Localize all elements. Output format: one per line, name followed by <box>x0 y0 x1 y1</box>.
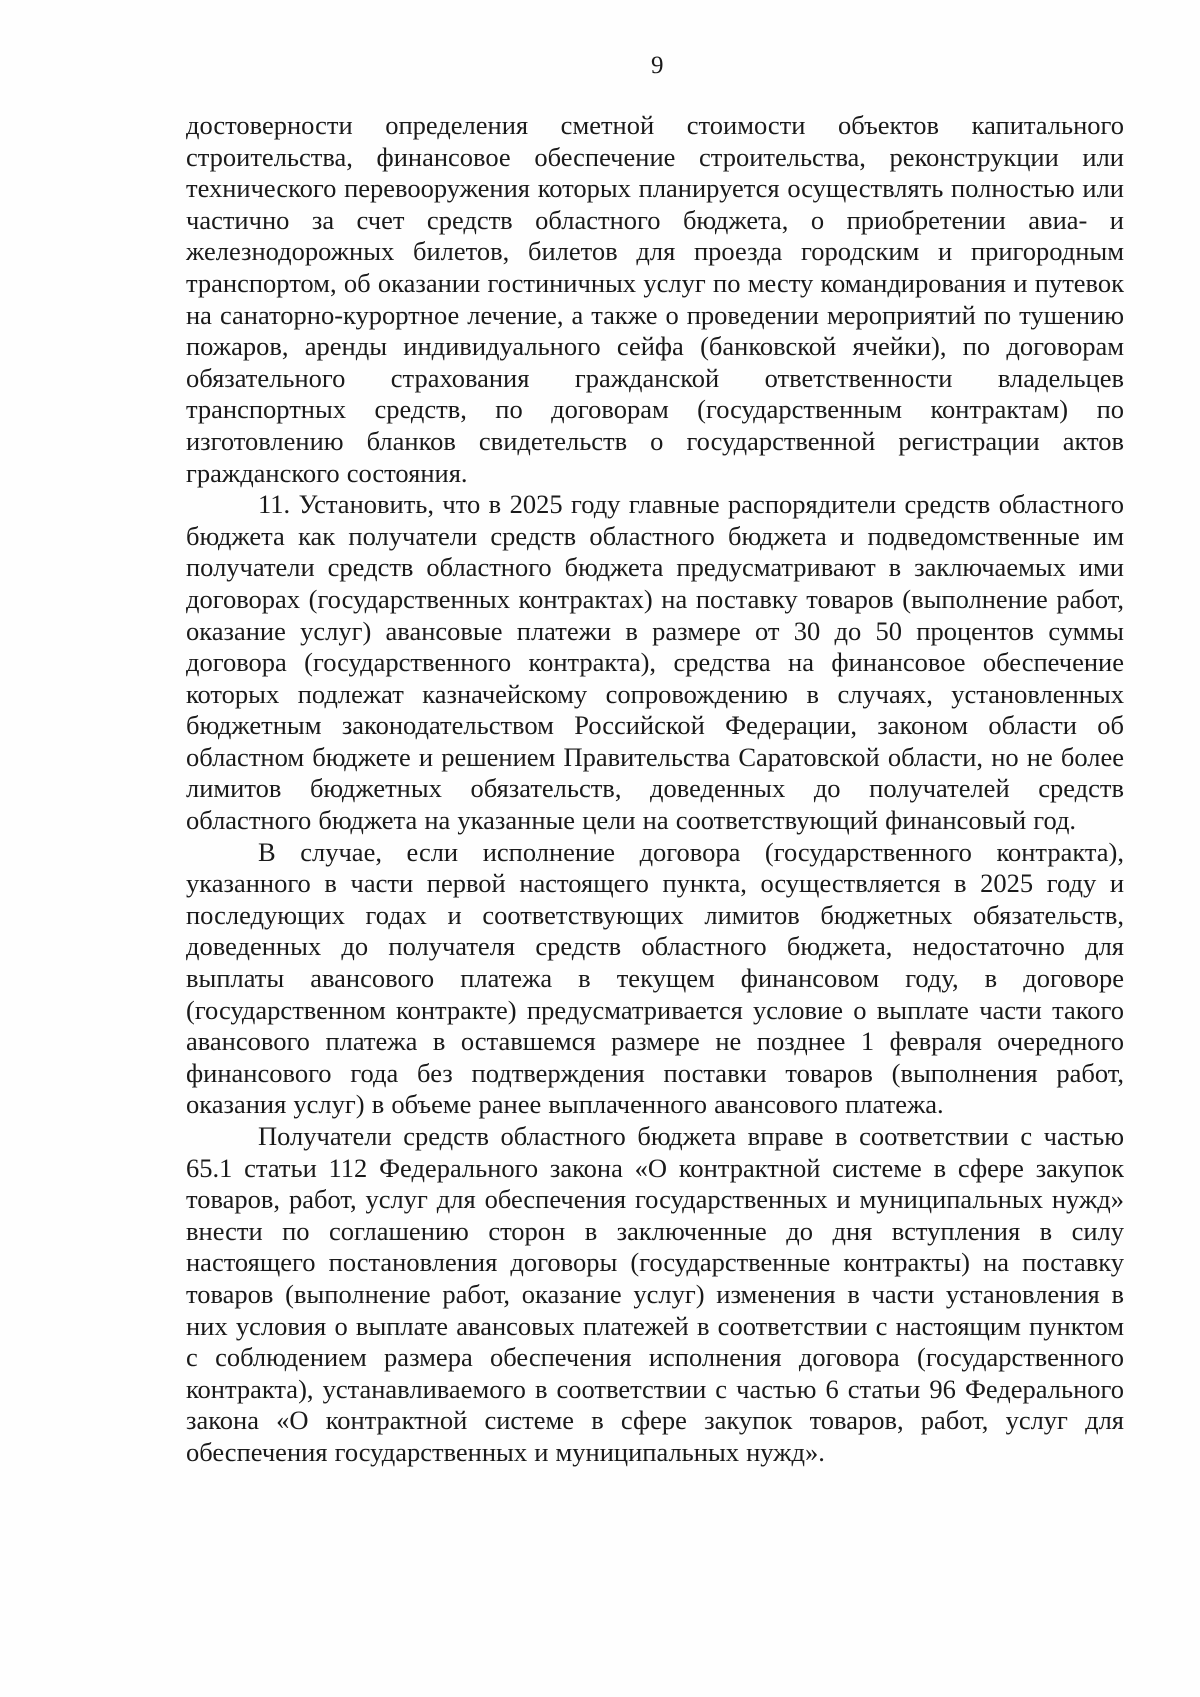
paragraph-recipients-right: Получатели средств областного бюджета вправе в соответствии с частью 65.1 статьи 112 Федерального закона «О контрактной системе в сфере закупок товаров, работ, услуг для обеспечения государственных и муниципальных нужд» внести по соглашению сторон в заключенные до дня вступления в силу настоящего постановления договоры (государственные контракты) на поставку товаров (выполнение работ, оказание услуг) изменения в части установления в них условия о выплате авансовых платежей в соответствии с настоящим пунктом с соблюдением размера обеспечения исполнения договора (государственного контракта), устанавливаемого в соответствии с частью 6 статьи 96 Федерального закона «О контрактной системе в сфере закупок товаров, работ, услуг для обеспечения государственных и муниципальных нужд». <box>186 1121 1124 1467</box>
paragraph-item-11: 11. Установить, что в 2025 году главные распорядители средств областного бюджета как получатели средств областного бюджета и подведомственные им получатели средств областного бюджета предусматривают в заключаемых ими договорах (государственных контрактах) на поставку товаров (выполнение работ, оказание услуг) авансовые платежи в размере от 30 до 50 процентов суммы договора (государственного контракта), средства на финансовое обеспечение которых подлежат казначейскому сопровождению в случаях, установленных бюджетным законодательством Российской Федерации, законом области об областном бюджете и решением Правительства Саратовской области, но не более лимитов бюджетных обязательств, доведенных до получателей средств областного бюджета на указанные цели на соответствующий финансовый год. <box>186 489 1124 836</box>
paragraph-advance-payment-case: В случае, если исполнение договора (государственного контракта), указанного в части первой настоящего пункта, осуществляется в 2025 году и последующих годах и соответствующих лимитов бюджетных обязательств, доведенных до получателя средств областного бюджета, недостаточно для выплаты авансового платежа в текущем финансовом году, в договоре (государственном контракте) предусматривается условие о выплате части такого авансового платежа в оставшемся размере не позднее 1 февраля очередного финансового года без подтверждения поставки товаров (выполнения работ, оказания услуг) в объеме ранее выплаченного авансового платежа. <box>186 836 1124 1120</box>
document-body <box>186 110 1124 1469</box>
page-number: 9 <box>651 52 664 79</box>
paragraph-continuation: достоверности определения сметной стоимости объектов капитального строительства, финансовое обеспечение строительства, реконструкции или технического перевооружения которых планируется осуществлять полностью или частично за счет средств областного бюджета, о приобретении авиа- и железнодорожных билетов, билетов для проезда городским и пригородным транспортом, об оказании гостиничных услуг по месту командирования и путевок на санаторно-курортное лечение, а также о проведении мероприятий по тушению пожаров, аренды индивидуального сейфа (банковской ячейки), по договорам обязательного страхования гражданской ответственности владельцев транспортных средств, по договорам (государственным контрактам) по изготовлению бланков свидетельств о государственной регистрации актов гражданского состояния. <box>186 110 1124 488</box>
